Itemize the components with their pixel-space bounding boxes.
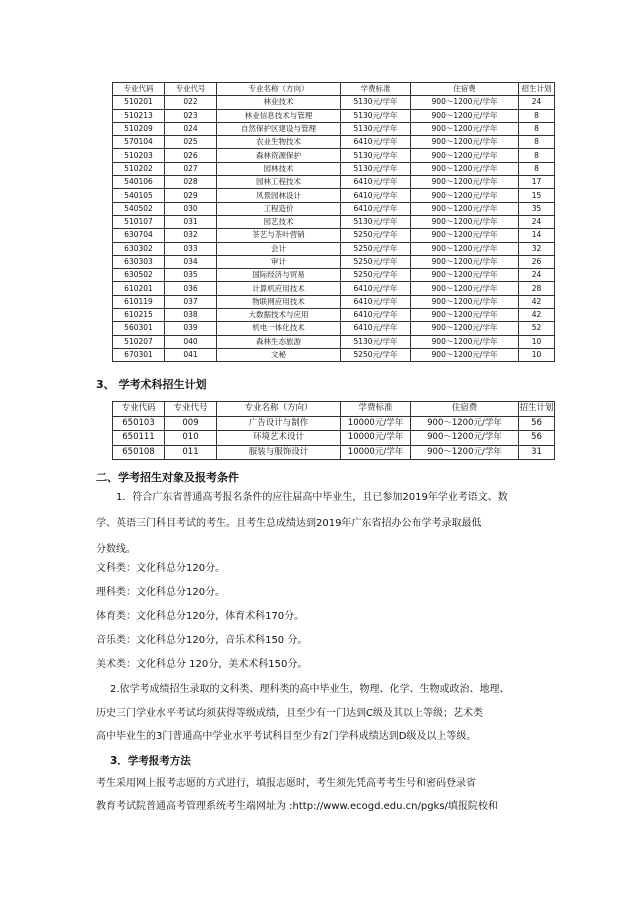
paragraph-line: 1．符合广东省普通高考报名条件的应往届高中毕业生，且已参加2019年学业考语文、数 [116,492,508,503]
header-cell: 专业名称（方向） [217,402,341,417]
table-cell: 24 [519,96,555,109]
header-cell: 招生计划 [519,83,555,96]
table-cell: 32 [519,242,555,255]
table-cell: 28 [519,282,555,295]
table-cell: 机电一体化技术 [217,322,341,335]
table-cell: 5250元/学年 [341,269,411,282]
meishu-requirement: 美术类：文化科总分 120分，美术术科150分。 [96,659,308,670]
table-cell: 5130元/学年 [341,122,411,135]
table-cell: 5250元/学年 [341,229,411,242]
table-cell: 林业技术 [217,96,341,109]
header-cell: 专业代号 [165,83,217,96]
table-cell: 8 [519,162,555,175]
table-cell: 900～1200元/学年 [411,348,519,361]
table-cell: 56 [519,431,555,446]
table-cell: 17 [519,176,555,189]
table-cell: 036 [165,282,217,295]
table-cell: 540106 [113,176,165,189]
table-row [113,96,555,109]
table-cell: 630303 [113,255,165,268]
table-cell: 5130元/学年 [341,215,411,228]
table-cell: 035 [165,269,217,282]
table-cell: 文秘 [217,348,341,361]
table-cell: 900～1200元/学年 [411,122,519,135]
table-cell: 24 [519,269,555,282]
table-cell: 8 [519,122,555,135]
table-cell: 风景园林设计 [217,189,341,202]
table-cell: 10000元/学年 [341,431,411,446]
table-cell: 610119 [113,295,165,308]
table-cell: 027 [165,162,217,175]
art-enrollment-table [112,401,555,460]
table-cell: 023 [165,109,217,122]
table-cell: 大数据技术与应用 [217,309,341,322]
table-cell: 900～1200元/学年 [411,282,519,295]
table-cell: 服装与服饰设计 [217,445,341,460]
table-cell: 038 [165,309,217,322]
table-cell: 900～1200元/学年 [411,149,519,162]
table-cell: 5130元/学年 [341,109,411,122]
table-cell: 510202 [113,162,165,175]
table-row [113,309,555,322]
table-cell: 034 [165,255,217,268]
table-cell: 6410元/学年 [341,136,411,149]
table-cell: 5130元/学年 [341,162,411,175]
table-cell: 033 [165,242,217,255]
table-cell: 审计 [217,255,341,268]
table-row [113,322,555,335]
table-cell: 650108 [113,445,165,460]
table-row [113,335,555,348]
header-cell: 住宿费 [411,402,519,417]
table-cell: 10000元/学年 [341,416,411,431]
table-cell: 026 [165,149,217,162]
tiyu-requirement: 体育类：文化科总分120分，体育术科170分。 [96,611,305,622]
table-cell: 8 [519,136,555,149]
header-cell: 专业名称（方向） [217,83,341,96]
table-cell: 工程造价 [217,202,341,215]
table-cell: 024 [165,122,217,135]
table-row [113,202,555,215]
enrollment-plan-table [112,82,555,362]
table-cell: 032 [165,229,217,242]
table-cell: 10 [519,335,555,348]
table-cell: 540105 [113,189,165,202]
paragraph-line: 历史三门学业水平考试均须获得等级成绩，且至少有一门达到C级及其以上等级；艺术类 [96,708,483,719]
table-cell: 900～1200元/学年 [411,269,519,282]
table-row [113,176,555,189]
table-row [113,136,555,149]
table-cell: 900～1200元/学年 [411,295,519,308]
table-cell: 5130元/学年 [341,149,411,162]
table-cell: 5130元/学年 [341,96,411,109]
table-cell: 6410元/学年 [341,295,411,308]
table-cell: 10000元/学年 [341,445,411,460]
subsection-3-title: 3．学考报考方法 [110,755,191,767]
table-cell: 540502 [113,202,165,215]
table-row [113,149,555,162]
table-cell: 6410元/学年 [341,176,411,189]
table-cell: 森林资源保护 [217,149,341,162]
table-cell: 900～1200元/学年 [411,202,519,215]
table-cell: 900～1200元/学年 [411,445,519,460]
table-cell: 42 [519,309,555,322]
table-row [113,162,555,175]
table-cell: 037 [165,295,217,308]
table-cell: 900～1200元/学年 [411,229,519,242]
header-cell: 住宿费 [411,83,519,96]
table-cell: 6410元/学年 [341,322,411,335]
table-cell: 510203 [113,149,165,162]
table-cell: 510207 [113,335,165,348]
header-cell: 学费标准 [341,83,411,96]
table-cell: 26 [519,255,555,268]
table-cell: 510213 [113,109,165,122]
table-header-row [113,402,555,417]
table-cell: 510209 [113,122,165,135]
header-cell: 专业代码 [113,402,165,417]
table-cell: 900～1200元/学年 [411,431,519,446]
like-requirement: 理科类：文化科总分120分。 [96,587,226,598]
table-cell: 560301 [113,322,165,335]
table-cell: 900～1200元/学年 [411,309,519,322]
table-cell: 计算机应用技术 [217,282,341,295]
table-cell: 56 [519,416,555,431]
table-cell: 会计 [217,242,341,255]
table-row [113,109,555,122]
table-row [113,282,555,295]
table-cell: 14 [519,229,555,242]
table-cell: 570104 [113,136,165,149]
table-cell: 650111 [113,431,165,446]
table-row [113,295,555,308]
table-row [113,255,555,268]
table-cell: 5250元/学年 [341,348,411,361]
table-row [113,189,555,202]
table-cell: 510107 [113,215,165,228]
table-cell: 8 [519,149,555,162]
table-cell: 42 [519,295,555,308]
table-cell: 物联网应用技术 [217,295,341,308]
table-cell: 广告设计与制作 [217,416,341,431]
table-cell: 010 [165,431,217,446]
table-cell: 900～1200元/学年 [411,96,519,109]
table-cell: 900～1200元/学年 [411,189,519,202]
table-cell: 900～1200元/学年 [411,255,519,268]
table-cell: 900～1200元/学年 [411,215,519,228]
table-cell: 环境艺术设计 [217,431,341,446]
table-cell: 园林工程技术 [217,176,341,189]
table-row [113,445,555,460]
paragraph-line: 高中毕业生的3门普通高中学业水平考试科目至少有2门学科成绩达到D级及以上等级。 [96,731,477,742]
table-cell: 林业信息技术与管理 [217,109,341,122]
header-cell: 专业代号 [165,402,217,417]
table-cell: 园林技术 [217,162,341,175]
table-cell: 5130元/学年 [341,335,411,348]
table-cell: 900～1200元/学年 [411,136,519,149]
table-cell: 510201 [113,96,165,109]
table-row [113,431,555,446]
table-cell: 040 [165,335,217,348]
table-row [113,215,555,228]
table-cell: 31 [519,445,555,460]
table-cell: 670301 [113,348,165,361]
table-cell: 011 [165,445,217,460]
header-cell: 学费标准 [341,402,411,417]
table-cell: 022 [165,96,217,109]
table-cell: 5250元/学年 [341,242,411,255]
table-cell: 025 [165,136,217,149]
table-cell: 森林生态旅游 [217,335,341,348]
table-cell: 630302 [113,242,165,255]
table-cell: 900～1200元/学年 [411,322,519,335]
table-cell: 24 [519,215,555,228]
table-row [113,348,555,361]
table-cell: 6410元/学年 [341,282,411,295]
table-cell: 630502 [113,269,165,282]
yinyue-requirement: 音乐类：文化科总分120分，音乐术科150 分。 [96,635,308,646]
table-cell: 650103 [113,416,165,431]
section-2-title: 二、学考招生对象及报考条件 [96,471,239,484]
table-cell: 041 [165,348,217,361]
table-cell: 900～1200元/学年 [411,109,519,122]
table-cell: 国际经济与贸易 [217,269,341,282]
paragraph-line: 学、英语三门科目考试的考生。且考生总成绩达到2019年广东省招办公布学考录取最低 [96,518,482,529]
paragraph-line: 分数线。 [96,544,136,555]
paragraph-line: 考生采用网上报考志愿的方式进行，填报志愿时，考生须先凭高考考生号和密码登录省 [96,778,476,789]
table-cell: 园艺技术 [217,215,341,228]
table-row [113,416,555,431]
table-cell: 5250元/学年 [341,255,411,268]
paragraph-line: 教育考试院普通高考管理系统考生端网址为 :http://www.ecogd.edu.cn/pgks/填报院校和 [96,801,498,812]
table-cell: 610215 [113,309,165,322]
table-cell: 900～1200元/学年 [411,335,519,348]
table-cell: 900～1200元/学年 [411,242,519,255]
wenke-requirement: 文科类：文化科总分120分。 [96,563,226,574]
header-cell: 招生计划 [519,402,555,417]
table-cell: 10 [519,348,555,361]
table-cell: 35 [519,202,555,215]
paragraph-line: 2.依学考成绩招生录取的文科类、理科类的高中毕业生，物理、化学、生物或政治、地理、 [110,684,510,695]
table-row [113,269,555,282]
table-cell: 009 [165,416,217,431]
table-row [113,122,555,135]
table-cell: 自然保护区建设与管理 [217,122,341,135]
table-cell: 52 [519,322,555,335]
table-cell: 6410元/学年 [341,309,411,322]
table-cell: 900～1200元/学年 [411,176,519,189]
table-cell: 029 [165,189,217,202]
table-cell: 900～1200元/学年 [411,162,519,175]
table-cell: 茶艺与茶叶营销 [217,229,341,242]
table-cell: 028 [165,176,217,189]
table-cell: 6410元/学年 [341,189,411,202]
section-3-title: 3、 学考术科招生计划 [96,378,207,391]
table-cell: 610201 [113,282,165,295]
table-cell: 农业生物技术 [217,136,341,149]
table-cell: 031 [165,215,217,228]
table-cell: 900～1200元/学年 [411,416,519,431]
header-cell: 专业代码 [113,83,165,96]
table-cell: 030 [165,202,217,215]
table-cell: 8 [519,109,555,122]
table-row [113,229,555,242]
table-cell: 039 [165,322,217,335]
table-row [113,242,555,255]
table-cell: 6410元/学年 [341,202,411,215]
table-cell: 15 [519,189,555,202]
table-cell: 630704 [113,229,165,242]
table-header-row [113,83,555,96]
